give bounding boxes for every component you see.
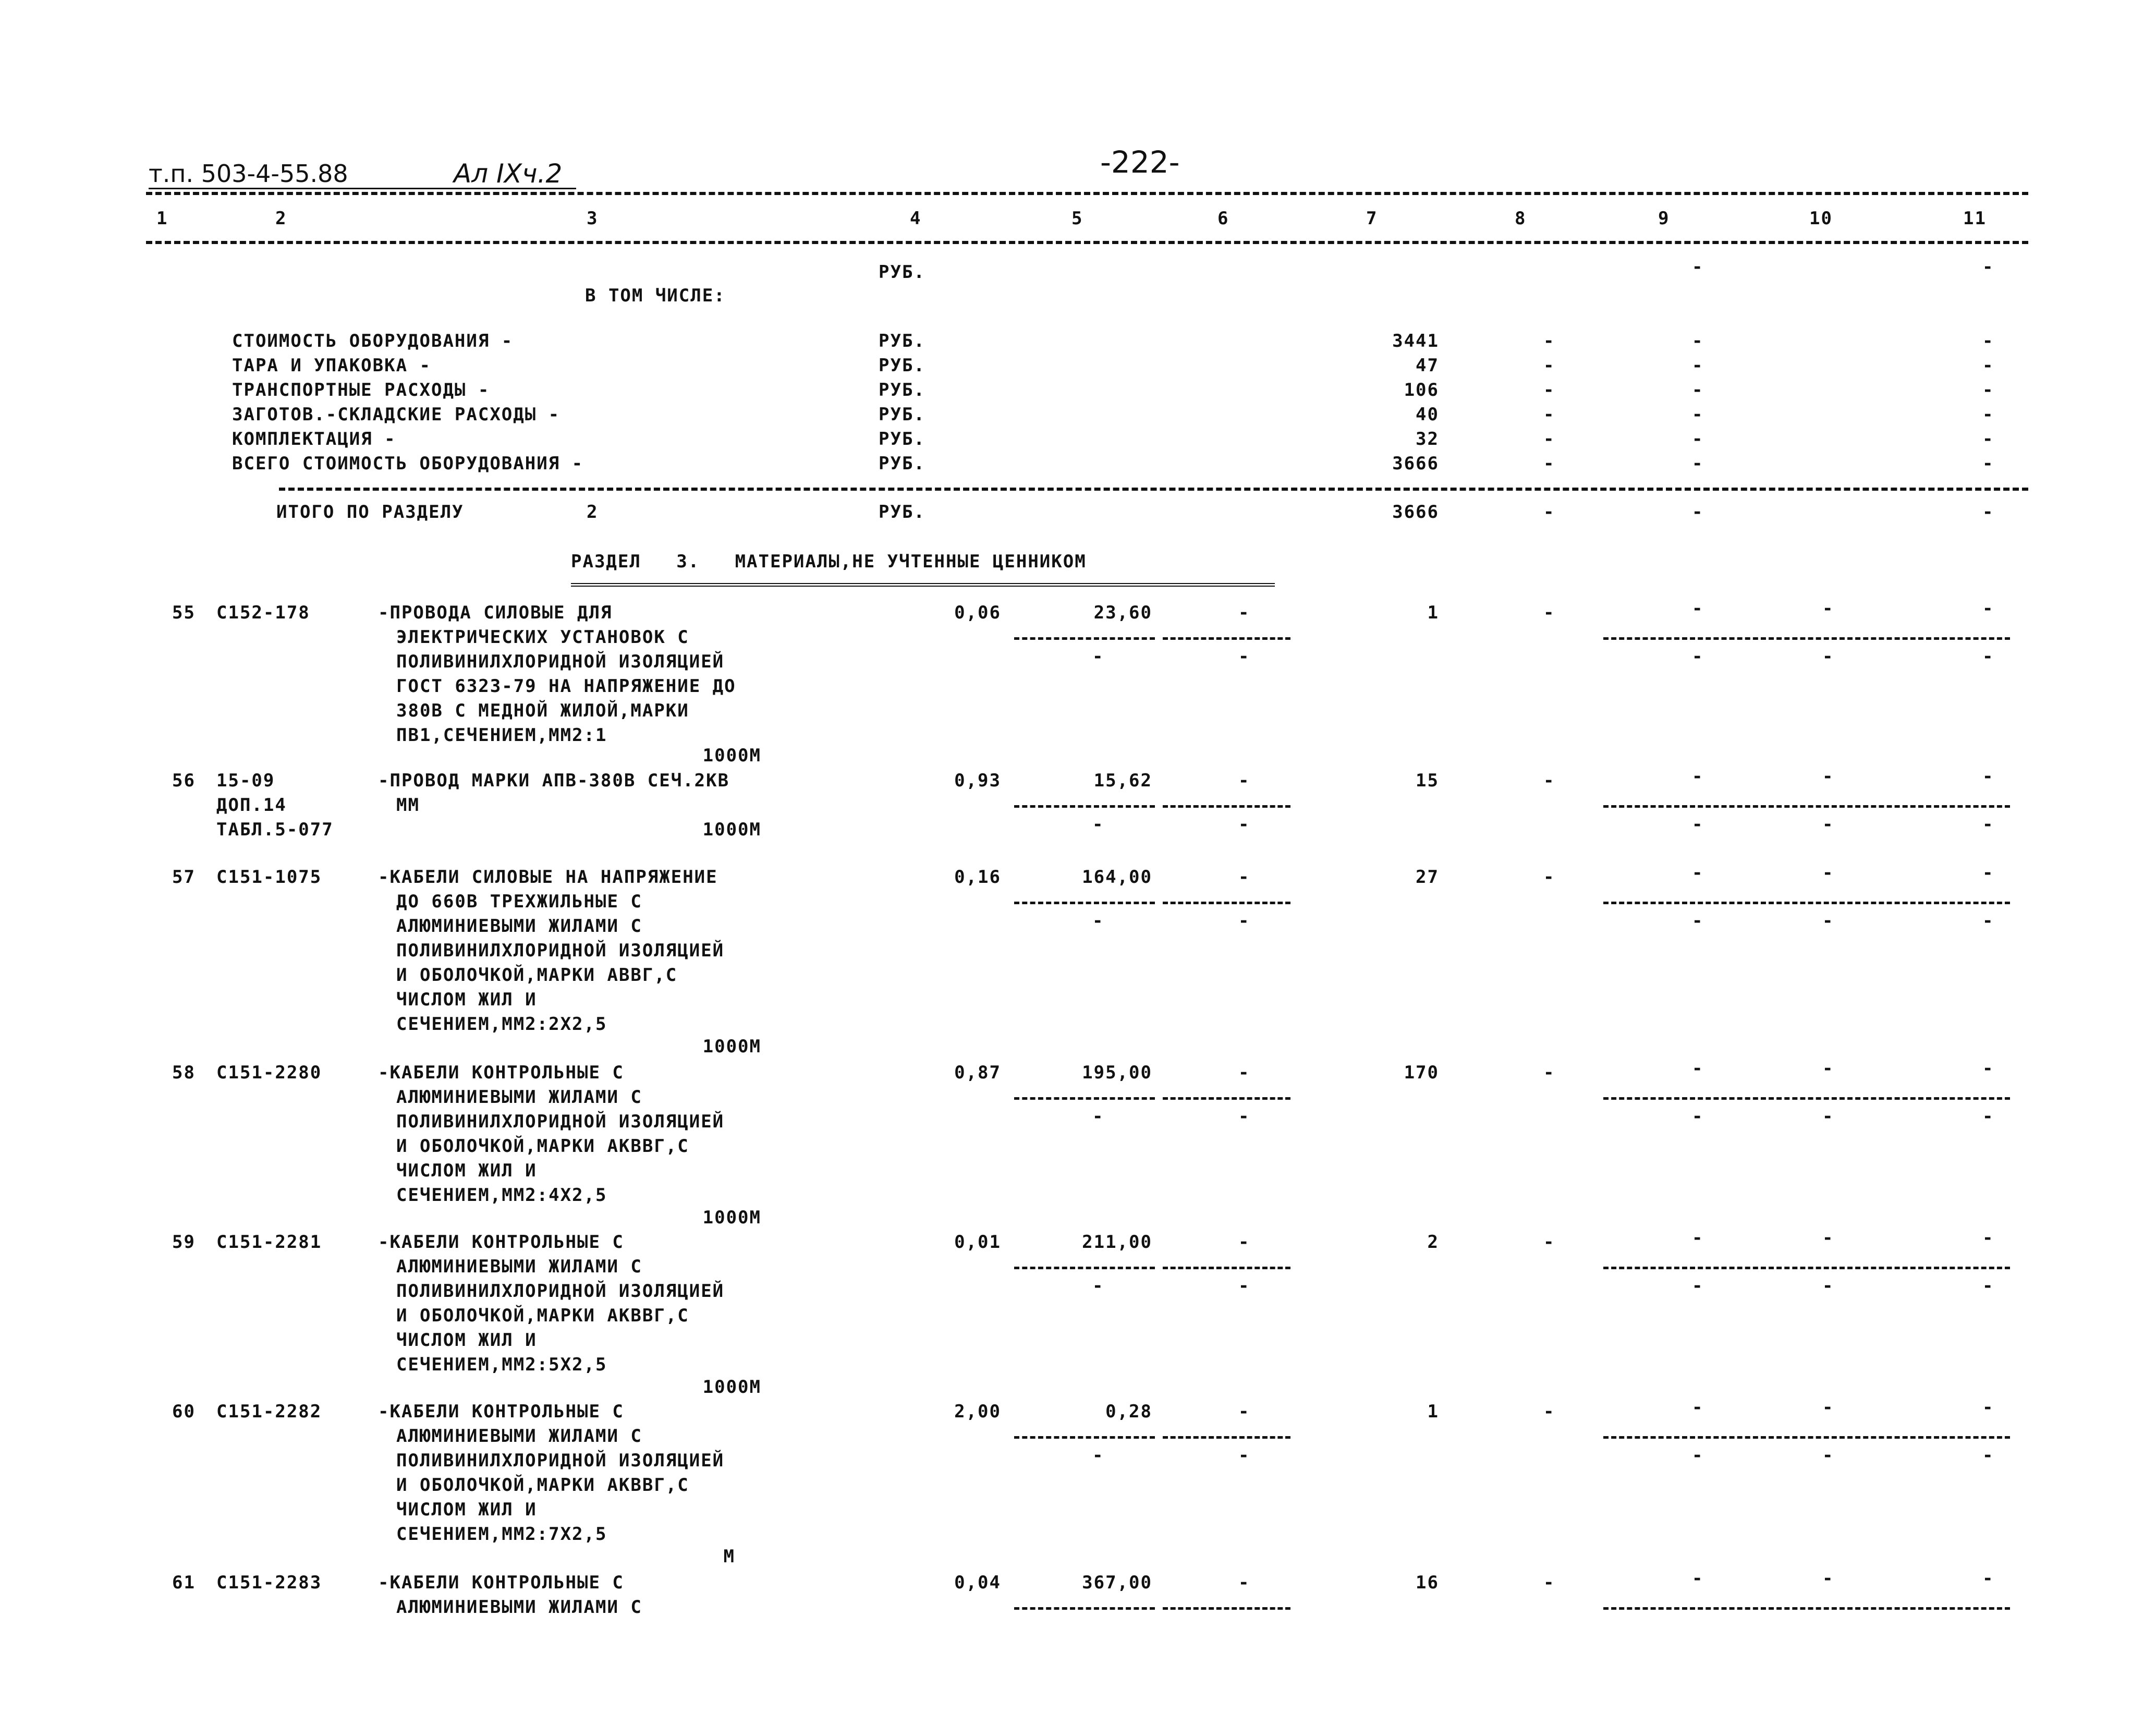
dash-col8: -: [1543, 355, 1555, 376]
dash-col9: -: [1692, 355, 1704, 376]
dash-col11: -: [1982, 404, 1994, 425]
summary-label: ТРАНСПОРТНЫЕ РАСХОДЫ -: [232, 380, 490, 400]
dash-col5-lower: -: [1092, 1275, 1104, 1296]
item-code: С152-178: [216, 602, 310, 623]
item-quantity: 2,00: [954, 1401, 1001, 1422]
item-number: 58: [172, 1062, 196, 1083]
dash-col8: -: [1543, 1232, 1555, 1253]
dash-col11: -: [1982, 502, 1994, 523]
item-total: 170: [1404, 1062, 1439, 1083]
dash-col6-lower: -: [1238, 646, 1250, 667]
dash-col5-lower: -: [1092, 814, 1104, 835]
dash-col6: -: [1238, 770, 1250, 791]
fraction-rule: [1014, 1436, 1155, 1439]
dash-col10: -: [1822, 1568, 1834, 1589]
including-label: В ТОМ ЧИСЛЕ:: [585, 285, 726, 306]
dash-col11: -: [1982, 355, 1994, 376]
item-desc-line: 380В С МЕДНОЙ ЖИЛОЙ,МАРКИ: [396, 700, 689, 721]
item-code: С151-1075: [216, 867, 322, 888]
dash-col10-lower: -: [1822, 1106, 1834, 1127]
dash-col9: -: [1692, 380, 1704, 400]
dash-col9-lower: -: [1692, 646, 1704, 667]
item-number: 55: [172, 602, 196, 623]
item-desc-line: -КАБЕЛИ КОНТРОЛЬНЫЕ С: [378, 1232, 624, 1253]
column-number: 3: [587, 208, 599, 229]
item-code: С151-2282: [216, 1401, 322, 1422]
dash-col10-lower: -: [1822, 910, 1834, 931]
dash-col10: -: [1822, 1228, 1834, 1248]
item-unit: 1000М: [702, 1036, 761, 1057]
item-desc-line: И ОБОЛОЧКОЙ,МАРКИ АКВВГ,С: [396, 1305, 689, 1326]
item-desc-line: ЧИСЛОМ ЖИЛ И: [396, 1160, 537, 1181]
summary-value: 32: [1416, 429, 1439, 450]
dash-col6-lower: -: [1238, 814, 1250, 835]
header-bottom-rule: [146, 241, 2028, 244]
dash-col9: -: [1692, 1568, 1704, 1589]
column-number: 6: [1217, 208, 1229, 229]
dash-col6: -: [1238, 602, 1250, 623]
dash-col10: -: [1822, 1058, 1834, 1079]
fraction-rule: [1014, 637, 1155, 640]
item-desc-line: ПОЛИВИНИЛХЛОРИДНОЙ ИЗОЛЯЦИЕЙ: [396, 940, 725, 961]
dash-col8: -: [1543, 380, 1555, 400]
dash-col11-lower: -: [1982, 1106, 1994, 1127]
dash-col8: -: [1543, 1401, 1555, 1422]
item-unit: М: [723, 1546, 735, 1567]
item-quantity: 0,16: [954, 867, 1001, 888]
dash-col8: -: [1543, 453, 1555, 474]
summary-value: 47: [1416, 355, 1439, 376]
fraction-rule: [1163, 1267, 1290, 1269]
item-desc-line: -КАБЕЛИ КОНТРОЛЬНЫЕ С: [378, 1572, 624, 1593]
dash-col8: -: [1543, 502, 1555, 523]
column-number: 2: [275, 208, 287, 229]
summary-unit: РУБ.: [879, 262, 925, 283]
dash-col11: -: [1982, 257, 1994, 277]
item-number: 61: [172, 1572, 196, 1593]
fraction-rule: [1603, 902, 2010, 904]
item-desc-line: АЛЮМИНИЕВЫМИ ЖИЛАМИ С: [396, 916, 642, 937]
fraction-rule: [1603, 1436, 2010, 1439]
album-number: Ал IXч.2: [454, 159, 563, 189]
item-desc-line: ПОЛИВИНИЛХЛОРИДНОЙ ИЗОЛЯЦИЕЙ: [396, 1111, 725, 1132]
dash-col10-lower: -: [1822, 1275, 1834, 1296]
dash-col11: -: [1982, 1228, 1994, 1248]
column-number: 11: [1963, 208, 1987, 229]
section-total-number: 2: [587, 502, 599, 523]
dash-col6-lower: -: [1238, 1445, 1250, 1466]
fraction-rule: [1014, 1097, 1155, 1100]
section3-title: РАЗДЕЛ 3. МАТЕРИАЛЫ,НЕ УЧТЕННЫЕ ЦЕННИКОМ: [571, 551, 1087, 572]
section-total-value: 3666: [1392, 502, 1439, 523]
dash-col9-lower: -: [1692, 1275, 1704, 1296]
column-number: 9: [1658, 208, 1670, 229]
item-price: 23,60: [1093, 602, 1152, 623]
fraction-rule: [1014, 1267, 1155, 1269]
dash-col11: -: [1982, 1058, 1994, 1079]
item-desc-line: -ПРОВОДА СИЛОВЫЕ ДЛЯ: [378, 602, 613, 623]
dash-col9: -: [1692, 862, 1704, 883]
item-desc-line: ЧИСЛОМ ЖИЛ И: [396, 1499, 537, 1520]
item-desc-line: -КАБЕЛИ КОНТРОЛЬНЫЕ С: [378, 1062, 624, 1083]
item-desc-line: АЛЮМИНИЕВЫМИ ЖИЛАМИ С: [396, 1087, 642, 1108]
item-unit: 1000М: [702, 1207, 761, 1228]
fraction-rule: [1163, 1436, 1290, 1439]
dash-col11: -: [1982, 429, 1994, 450]
summary-row-unit: РУБ.: [879, 355, 925, 376]
section3-title-underline: [571, 583, 1275, 587]
dash-col11-lower: -: [1982, 910, 1994, 931]
dash-col5-lower: -: [1092, 1106, 1104, 1127]
item-quantity: 0,93: [954, 770, 1001, 791]
fraction-rule: [1603, 1097, 2010, 1100]
fraction-rule: [1163, 1607, 1290, 1610]
dash-col8: -: [1543, 867, 1555, 888]
fraction-rule: [1603, 805, 2010, 808]
item-desc-line: -КАБЕЛИ СИЛОВЫЕ НА НАПРЯЖЕНИЕ: [378, 867, 718, 888]
summary-label: КОМПЛЕКТАЦИЯ -: [232, 429, 396, 450]
dash-col9-lower: -: [1692, 1106, 1704, 1127]
dash-col9: -: [1692, 1397, 1704, 1418]
column-number: 8: [1515, 208, 1527, 229]
summary-value: 3441: [1392, 331, 1439, 351]
dash-col11: -: [1982, 331, 1994, 351]
dash-col10: -: [1822, 862, 1834, 883]
column-number: 4: [910, 208, 922, 229]
dash-col6-lower: -: [1238, 910, 1250, 931]
item-desc-line: АЛЮМИНИЕВЫМИ ЖИЛАМИ С: [396, 1426, 642, 1447]
item-desc-line: ЧИСЛОМ ЖИЛ И: [396, 1330, 537, 1351]
summary-label: ТАРА И УПАКОВКА -: [232, 355, 431, 376]
item-desc-line: СЕЧЕНИЕМ,ММ2:5Х2,5: [396, 1354, 607, 1375]
dash-col9: -: [1692, 598, 1704, 619]
dash-col5-lower: -: [1092, 646, 1104, 667]
item-unit: 1000М: [702, 745, 761, 766]
summary-value: 40: [1416, 404, 1439, 425]
item-desc-line: ПВ1,СЕЧЕНИЕМ,ММ2:1: [396, 725, 607, 746]
fraction-rule: [1014, 902, 1155, 904]
dash-col5-lower: -: [1092, 1445, 1104, 1466]
item-number: 60: [172, 1401, 196, 1422]
item-total: 16: [1416, 1572, 1439, 1593]
dash-col9: -: [1692, 453, 1704, 474]
dash-col9: -: [1692, 766, 1704, 787]
item-desc-line: И ОБОЛОЧКОЙ,МАРКИ АВВГ,С: [396, 965, 678, 986]
dash-col6: -: [1238, 1232, 1250, 1253]
fraction-rule: [1163, 902, 1290, 904]
section-total-unit: РУБ.: [879, 502, 925, 523]
dash-col6: -: [1238, 867, 1250, 888]
column-number: 7: [1366, 208, 1378, 229]
item-total: 1: [1427, 602, 1439, 623]
summary-rule: [279, 488, 2028, 491]
fraction-rule: [1014, 1607, 1155, 1610]
summary-row-unit: РУБ.: [879, 404, 925, 425]
item-code: ДОП.14: [216, 795, 287, 816]
fraction-rule: [1014, 805, 1155, 808]
dash-col8: -: [1543, 602, 1555, 623]
item-unit: 1000М: [702, 1377, 761, 1398]
item-desc-line: -ПРОВОД МАРКИ АПВ-380В СЕЧ.2КВ: [378, 770, 730, 791]
item-code: С151-2281: [216, 1232, 322, 1253]
item-number: 56: [172, 770, 196, 791]
summary-row-unit: РУБ.: [879, 380, 925, 400]
fraction-rule: [1603, 637, 2010, 640]
dash-col10-lower: -: [1822, 814, 1834, 835]
item-code: С151-2283: [216, 1572, 322, 1593]
dash-col9-lower: -: [1692, 910, 1704, 931]
item-desc-line: -КАБЕЛИ КОНТРОЛЬНЫЕ С: [378, 1401, 624, 1422]
item-desc-line: АЛЮМИНИЕВЫМИ ЖИЛАМИ С: [396, 1597, 642, 1618]
dash-col11: -: [1982, 598, 1994, 619]
dash-col11-lower: -: [1982, 1445, 1994, 1466]
dash-col8: -: [1543, 770, 1555, 791]
item-desc-line: ЭЛЕКТРИЧЕСКИХ УСТАНОВОК С: [396, 627, 689, 648]
summary-label: ЗАГОТОВ.-СКЛАДСКИЕ РАСХОДЫ -: [232, 404, 561, 425]
dash-col9: -: [1692, 404, 1704, 425]
item-desc-line: ММ: [396, 795, 420, 816]
dash-col9-lower: -: [1692, 1445, 1704, 1466]
summary-label: СТОИМОСТЬ ОБОРУДОВАНИЯ -: [232, 331, 514, 351]
document-code: т.п. 503-4-55.88: [149, 160, 348, 188]
dash-col9: -: [1692, 1228, 1704, 1248]
item-price: 0,28: [1105, 1401, 1152, 1422]
dash-col8: -: [1543, 1572, 1555, 1593]
item-quantity: 0,87: [954, 1062, 1001, 1083]
header-underline: [149, 188, 576, 189]
item-price: 195,00: [1082, 1062, 1152, 1083]
dash-col9: -: [1692, 331, 1704, 351]
dash-col10: -: [1822, 598, 1834, 619]
item-desc-line: СЕЧЕНИЕМ,ММ2:2Х2,5: [396, 1014, 607, 1035]
summary-row-unit: РУБ.: [879, 429, 925, 450]
dash-col11: -: [1982, 1568, 1994, 1589]
dash-col11-lower: -: [1982, 646, 1994, 667]
dash-col10-lower: -: [1822, 1445, 1834, 1466]
item-quantity: 0,01: [954, 1232, 1001, 1253]
dash-col10: -: [1822, 1397, 1834, 1418]
dash-col11-lower: -: [1982, 1275, 1994, 1296]
dash-col11: -: [1982, 862, 1994, 883]
fraction-rule: [1163, 805, 1290, 808]
item-quantity: 0,04: [954, 1572, 1001, 1593]
page-number: -222-: [1100, 144, 1180, 180]
dash-col6-lower: -: [1238, 1275, 1250, 1296]
fraction-rule: [1603, 1267, 2010, 1269]
item-code: ТАБЛ.5-077: [216, 819, 334, 840]
column-number: 1: [156, 208, 168, 229]
item-code: С151-2280: [216, 1062, 322, 1083]
section-total-label: ИТОГО ПО РАЗДЕЛУ: [276, 502, 464, 523]
dash-col11: -: [1982, 453, 1994, 474]
item-price: 15,62: [1093, 770, 1152, 791]
dash-col8: -: [1543, 429, 1555, 450]
fraction-rule: [1603, 1607, 2010, 1610]
dash-col9: -: [1692, 1058, 1704, 1079]
item-price: 367,00: [1082, 1572, 1152, 1593]
item-price: 211,00: [1082, 1232, 1152, 1253]
item-code: 15-09: [216, 770, 275, 791]
dash-col5-lower: -: [1092, 910, 1104, 931]
item-desc-line: ПОЛИВИНИЛХЛОРИДНОЙ ИЗОЛЯЦИЕЙ: [396, 651, 725, 672]
item-total: 15: [1416, 770, 1439, 791]
summary-row-unit: РУБ.: [879, 331, 925, 351]
item-number: 59: [172, 1232, 196, 1253]
item-desc-line: И ОБОЛОЧКОЙ,МАРКИ АКВВГ,С: [396, 1475, 689, 1496]
summary-value: 106: [1404, 380, 1439, 400]
item-total: 27: [1416, 867, 1439, 888]
summary-label: ВСЕГО СТОИМОСТЬ ОБОРУДОВАНИЯ -: [232, 453, 584, 474]
item-desc-line: ПОЛИВИНИЛХЛОРИДНОЙ ИЗОЛЯЦИЕЙ: [396, 1281, 725, 1302]
summary-row-unit: РУБ.: [879, 453, 925, 474]
dash-col6: -: [1238, 1401, 1250, 1422]
dash-col8: -: [1543, 1062, 1555, 1083]
item-number: 57: [172, 867, 196, 888]
item-desc-line: ЧИСЛОМ ЖИЛ И: [396, 989, 537, 1010]
dash-col10: -: [1822, 766, 1834, 787]
item-desc-line: ПОЛИВИНИЛХЛОРИДНОЙ ИЗОЛЯЦИЕЙ: [396, 1450, 725, 1471]
item-total: 2: [1427, 1232, 1439, 1253]
dash-col9: -: [1692, 429, 1704, 450]
dash-col10-lower: -: [1822, 646, 1834, 667]
dash-col6: -: [1238, 1062, 1250, 1083]
column-number: 10: [1809, 208, 1833, 229]
dash-col8: -: [1543, 331, 1555, 351]
item-desc-line: И ОБОЛОЧКОЙ,МАРКИ АКВВГ,С: [396, 1136, 689, 1157]
dash-col6: -: [1238, 1572, 1250, 1593]
fraction-rule: [1163, 637, 1290, 640]
item-price: 164,00: [1082, 867, 1152, 888]
item-unit: 1000М: [702, 819, 761, 840]
column-number: 5: [1071, 208, 1083, 229]
summary-value: 3666: [1392, 453, 1439, 474]
dash-col11: -: [1982, 1397, 1994, 1418]
item-total: 1: [1427, 1401, 1439, 1422]
dash-col9-lower: -: [1692, 814, 1704, 835]
dash-col9: -: [1692, 502, 1704, 523]
item-desc-line: СЕЧЕНИЕМ,ММ2:7Х2,5: [396, 1524, 607, 1545]
header-top-rule: [146, 192, 2028, 195]
dash-col9: -: [1692, 257, 1704, 277]
dash-col11: -: [1982, 380, 1994, 400]
dash-col6-lower: -: [1238, 1106, 1250, 1127]
item-quantity: 0,06: [954, 602, 1001, 623]
dash-col11-lower: -: [1982, 814, 1994, 835]
fraction-rule: [1163, 1097, 1290, 1100]
item-desc-line: СЕЧЕНИЕМ,ММ2:4Х2,5: [396, 1185, 607, 1206]
item-desc-line: ГОСТ 6323-79 НА НАПРЯЖЕНИЕ ДО: [396, 676, 736, 697]
item-desc-line: АЛЮМИНИЕВЫМИ ЖИЛАМИ С: [396, 1256, 642, 1277]
item-desc-line: ДО 660В ТРЕХЖИЛЬНЫЕ С: [396, 891, 642, 912]
dash-col8: -: [1543, 404, 1555, 425]
dash-col11: -: [1982, 766, 1994, 787]
